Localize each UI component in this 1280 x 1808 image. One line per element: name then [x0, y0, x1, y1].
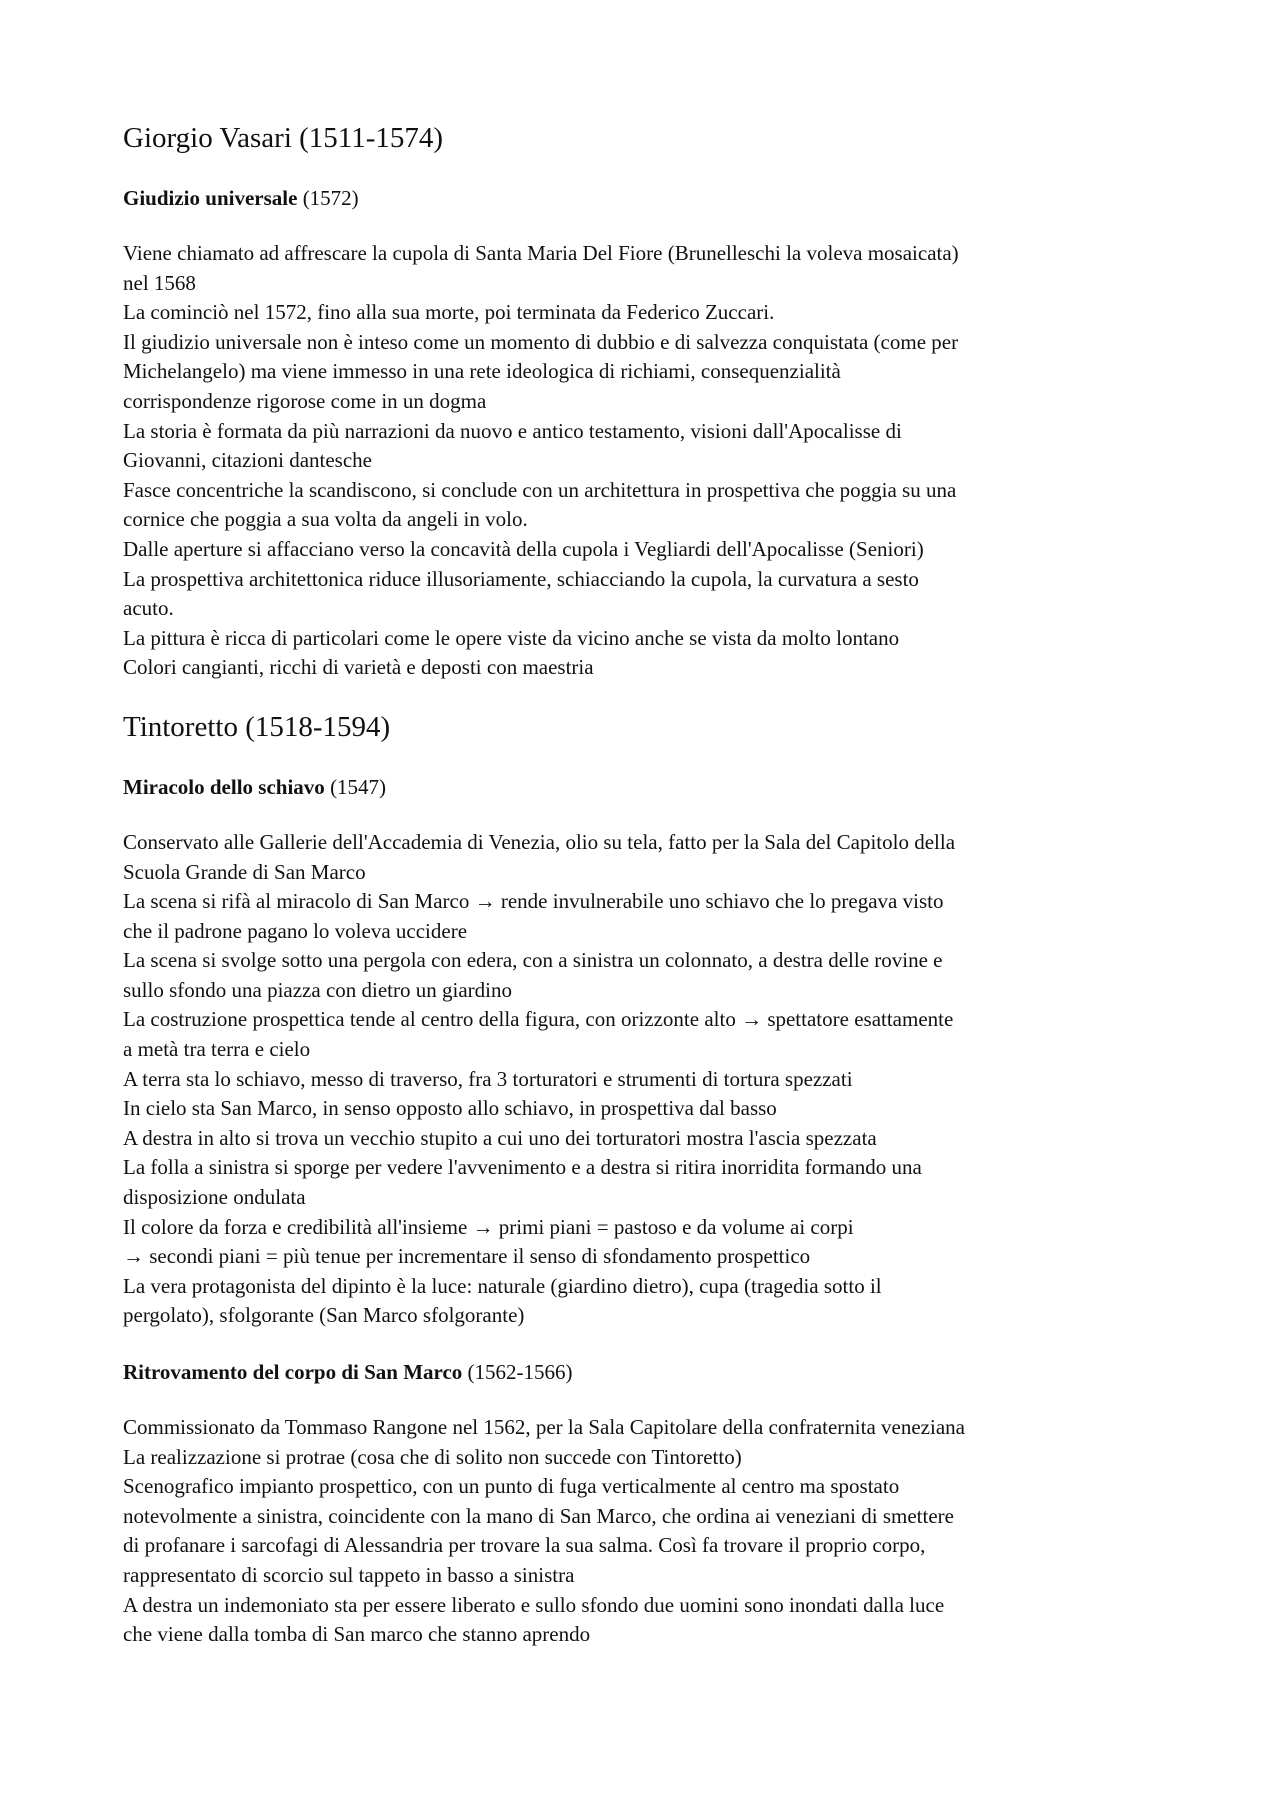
text-line: Il colore da forza e credibilità all'insieme → primi piani = pastoso e da volume ai corpi	[123, 1214, 854, 1239]
text-line: A destra in alto si trova un vecchio stupito a cui uno dei torturatori mostra l'ascia spezzata	[123, 1125, 877, 1150]
text-line: rappresentato di scorcio sul tappeto in basso a sinistra	[123, 1562, 575, 1587]
text-line: disposizione ondulata	[123, 1185, 306, 1210]
text-line: sullo sfondo una piazza con dietro un giardino	[123, 977, 512, 1002]
work-title-giudizio	[123, 184, 1173, 212]
paragraph-giudizio	[123, 239, 1173, 683]
text-line: A terra sta lo schiavo, messo di traverso, fra 3 torturatori e strumenti di tortura spezzati	[123, 1066, 853, 1091]
work-title: Miracolo dello schiavo	[123, 774, 325, 799]
text-line: La pittura è ricca di particolari come le opere viste da vicino anche se vista da molto lontano	[123, 625, 900, 650]
text-line: A destra un indemoniato sta per essere liberato e sullo sfondo due uomini sono inondati dalla luce	[123, 1592, 945, 1617]
text-line: La prospettiva architettonica riduce illusoriamente, schiacciando la cupola, la curvatura a sesto	[123, 566, 919, 591]
text-line: La vera protagonista del dipinto è la luce: naturale (giardino dietro), cupa (tragedia sotto il	[123, 1273, 882, 1298]
text-line: In cielo sta San Marco, in senso opposto allo schiavo, in prospettiva dal basso	[123, 1096, 777, 1121]
text-line: che viene dalla tomba di San marco che stanno aprendo	[123, 1622, 591, 1647]
work-title: Giudizio universale	[123, 186, 298, 210]
paragraph-miracolo	[123, 828, 1173, 1331]
text-line: notevolmente a sinistra, coincidente con la mano di San Marco, che ordina ai veneziani di smettere	[123, 1503, 954, 1528]
work-title-miracolo	[123, 773, 1173, 801]
text-line: La folla a sinistra si sporge per vedere l'avvenimento e a destra si ritira inorridita formando una	[123, 1155, 922, 1180]
work-date: (1562-1566)	[467, 1360, 573, 1384]
text-line: Scenografico impianto prospettico, con un punto di fuga verticalmente al centro ma spostato	[123, 1474, 900, 1499]
work-title-ritrovamento	[123, 1358, 1173, 1386]
text-line: La cominciò nel 1572, fino alla sua morte, poi terminata da Federico Zuccari.	[123, 300, 775, 325]
text-line: La realizzazione si protrae (cosa che di solito non succede con Tintoretto)	[123, 1444, 742, 1469]
text-line: pergolato), sfolgorante (San Marco sfolgorante)	[123, 1303, 525, 1328]
text-line: → secondi piani = più tenue per incrementare il senso di sfondamento prospettico	[123, 1244, 811, 1269]
artist-heading-vasari: Giorgio Vasari (1511-1574)	[123, 122, 444, 154]
text-line: Commissionato da Tommaso Rangone nel 1562, per la Sala Capitolare della confraternita veneziana	[123, 1415, 965, 1439]
text-line: corrispondenze rigorose come in un dogma	[123, 388, 487, 413]
text-line: di profanare i sarcofagi di Alessandria per trovare la sua salma. Così fa trovare il proprio corpo,	[123, 1533, 926, 1558]
text-line: Dalle aperture si affacciano verso la concavità della cupola i Vegliardi dell'Apocalisse (Seniori)	[123, 536, 924, 561]
text-line: Il giudizio universale non è inteso come un momento di dubbio e di salvezza conquistata (come per	[123, 329, 959, 354]
text-line: La scena si svolge sotto una pergola con edera, con a sinistra un colonnato, a destra delle rovine e	[123, 948, 943, 973]
work-date: (1572)	[302, 186, 359, 210]
paragraph-ritrovamento	[123, 1413, 1173, 1650]
text-line: Viene chiamato ad affrescare la cupola di Santa Maria Del Fiore (Brunelleschi la voleva mosaicata)	[123, 241, 959, 265]
text-line: Scuola Grande di San Marco	[123, 859, 366, 884]
text-line: Conservato alle Gallerie dell'Accademia di Venezia, olio su tela, fatto per la Sala del Capitolo della	[123, 829, 956, 854]
text-line: cornice che poggia a sua volta da angeli in volo.	[123, 507, 528, 532]
text-line: a metà tra terra e cielo	[123, 1037, 311, 1062]
artist-heading-tintoretto: Tintoretto (1518-1594)	[123, 710, 391, 743]
text-line: La costruzione prospettica tende al centro della figura, con orizzonte alto → spettatore esattamente	[123, 1007, 954, 1032]
work-title: Ritrovamento del corpo di San Marco	[123, 1360, 463, 1384]
text-line: acuto.	[123, 596, 174, 621]
text-line: Fasce concentriche la scandiscono, si conclude con un architettura in prospettiva che poggia su una	[123, 477, 957, 502]
document-page	[123, 120, 1173, 1650]
text-line: La scena si rifà al miracolo di San Marco → rende invulnerabile uno schiavo che lo pregava visto	[123, 889, 944, 914]
text-line: Giovanni, citazioni dantesche	[123, 448, 372, 473]
work-date: (1547)	[330, 774, 387, 799]
text-line: La storia è formata da più narrazioni da nuovo e antico testamento, visioni dall'Apocalisse di	[123, 418, 902, 443]
text-line: Michelangelo) ma viene immesso in una rete ideologica di richiami, consequenzialità	[123, 359, 841, 384]
text-line: che il padrone pagano lo voleva uccidere	[123, 918, 468, 943]
text-line: Colori cangianti, ricchi di varietà e deposti con maestria	[123, 655, 594, 680]
text-line: nel 1568	[123, 270, 196, 295]
